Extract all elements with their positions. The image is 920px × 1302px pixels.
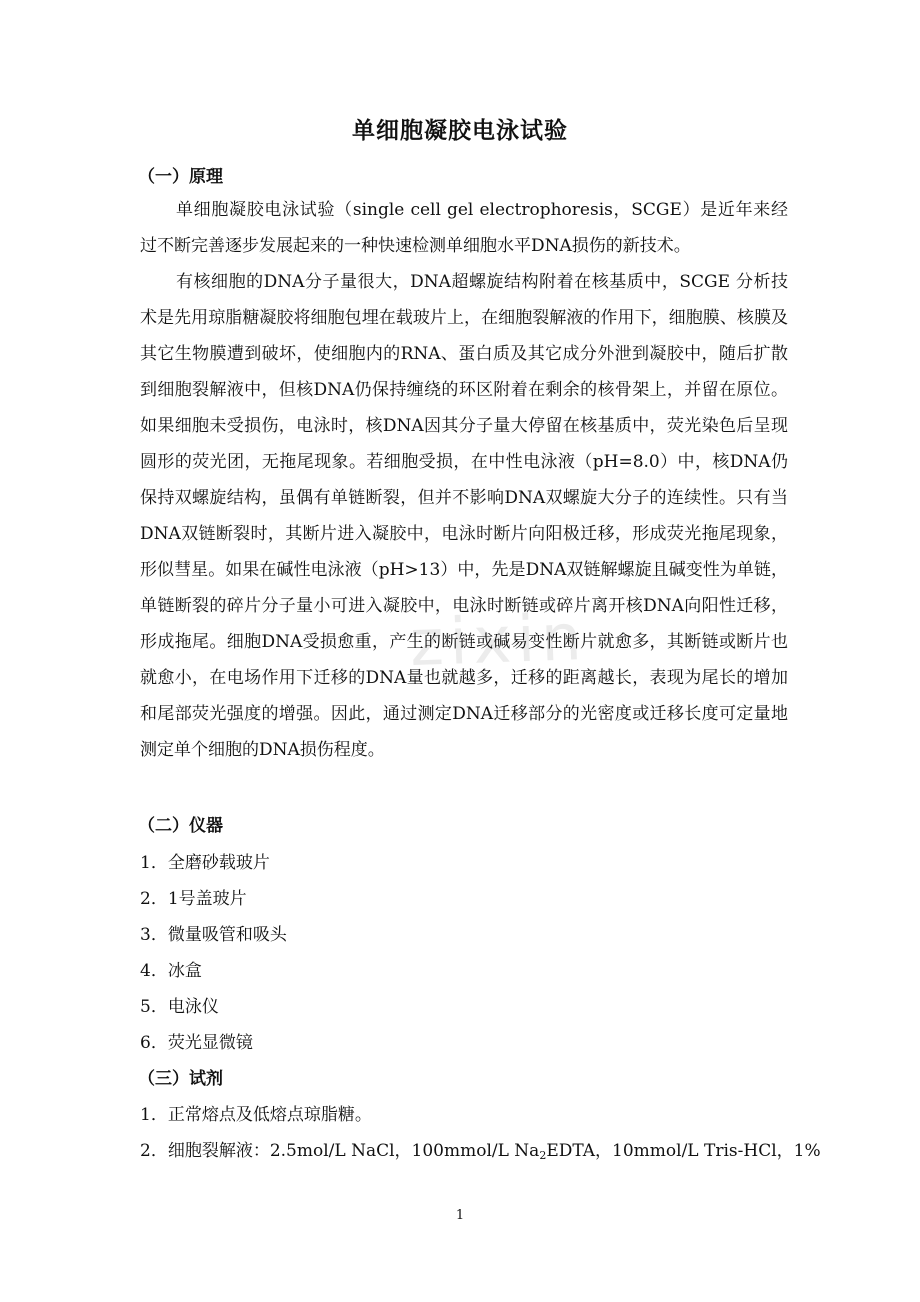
paragraph-principle: 有核细胞的DNA分子量很大，DNA超螺旋结构附着在核基质中，SCGE 分析技术是先用琼脂糖凝胶将细胞包埋在载玻片上，在细胞裂解液的作用下，细胞膜、核膜及其它生物膜遭到破坏，使细胞内的RNA、蛋白质及其它成分外泄到凝胶中，随后扩散到细胞裂解液中，但核DNA仍保持缠绕的环区附着在剩余的核骨架上，并留在原位。如果细胞未受损伤，电泳时，核DNA因其分子量大停留在核基质中，荧光染色后呈现圆形的荧光团，无拖尾现象。若细胞受损，在中性电泳液（pH=8.0）中，核DNA仍保持双螺旋结构，虽偶有单链断裂，但并不影响DNA双螺旋大分子的连续性。只有当DNA双链断裂时，其断片进入凝胶中，电泳时断片向阳极迁移，形成荧光拖尾现象，形似彗星。如果在碱性电泳液（pH>13）中，先是DNA双链解螺旋且碱变性为单链，单链断裂的碎片分子量小可进入凝胶中，电泳时断链或碎片离开核DNA向阳性迁移，形成拖尾。细胞DNA受损愈重，产生的断链或碱易变性断片就愈多，其断链或断片也就愈小，在电场作用下迁移的DNA量也就越多，迁移的距离越长，表现为尾长的增加和尾部荧光强度的增强。因此，通过测定DNA迁移部分的光密度或迁移长度可定量地测定单个细胞的DNA损伤程度。 <box>140 272 788 760</box>
reagent-text-part: 2．细胞裂解液：2.5mol/L NaCl，100mmol/L Na <box>140 1141 540 1161</box>
section-heading-instruments: （二）仪器 <box>138 816 223 836</box>
watermark: zixin <box>408 600 589 682</box>
page-title: 单细胞凝胶电泳试验 <box>352 117 568 144</box>
instrument-item: 6．荧光显微镜 <box>140 1033 253 1053</box>
subscript: 2 <box>539 1149 547 1162</box>
page-number: 1 <box>455 1208 465 1223</box>
section-heading-reagents: （三）试剂 <box>138 1069 223 1089</box>
section-heading-principle: （一）原理 <box>138 167 223 187</box>
reagent-item: 1．正常熔点及低熔点琼脂糖。 <box>140 1105 372 1125</box>
instrument-item: 5．电泳仪 <box>140 997 219 1017</box>
instrument-item: 2．1号盖玻片 <box>140 889 247 909</box>
instrument-item: 1．全磨砂载玻片 <box>140 853 270 873</box>
paragraph-intro: 单细胞凝胶电泳试验（single cell gel electrophoresis，SCGE）是近年来经过不断完善逐步发展起来的一种快速检测单细胞水平DNA损伤的新技术。 <box>140 200 788 256</box>
reagent-text-part: EDTA，10mmol/L Tris-HCl，1% <box>546 1141 821 1161</box>
instrument-item: 3．微量吸管和吸头 <box>140 925 287 945</box>
instrument-item: 4．冰盒 <box>140 961 202 981</box>
reagent-item <box>140 1136 821 1162</box>
